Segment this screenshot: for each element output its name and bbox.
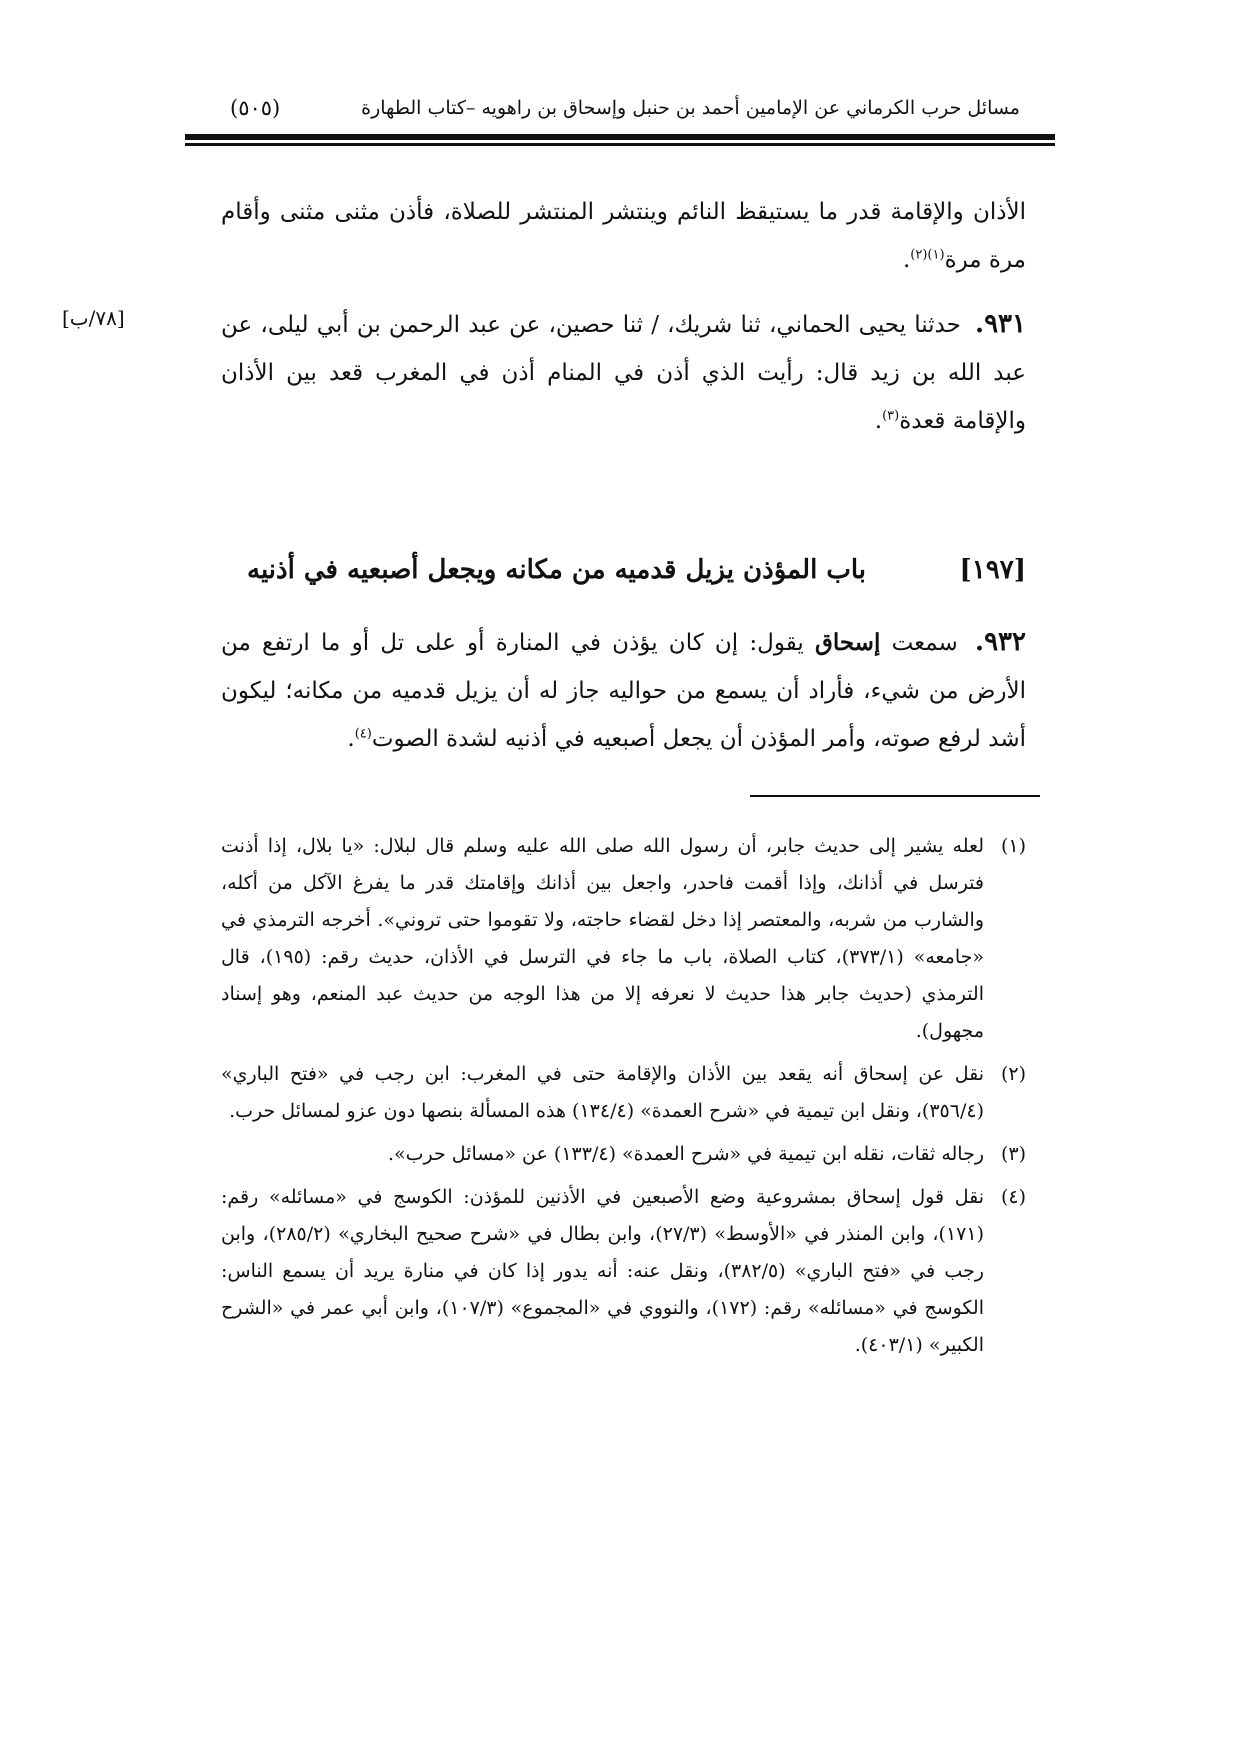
- hadith-931: [221, 300, 1026, 445]
- footnote-number: (٤): [1000, 1186, 1026, 1208]
- chapter-number: [١٩٧]: [959, 555, 1026, 585]
- hadith-text: يقول: إن كان يؤذن في المنارة أو على تل أو ما ارتفع من الأرض من شيء، فأراد أن يسمع من حواليه جاز له أن يزيل قدميه من مكانه؛ ليكون أشد لرفع صوته، وأمر المؤذن أن يجعل أصبعيه في أذنيه لشدة الصوت: [221, 630, 1026, 752]
- hadith-932: [221, 618, 1026, 763]
- footnote-number: (٣): [1000, 1143, 1026, 1165]
- paragraph-text: الأذان والإقامة قدر ما يستيقظ النائم وينتشر المنتشر للصلاة، فأذن مثنى مثنى وأقام مرة مرة: [221, 199, 1026, 273]
- header-rule-thin: [185, 143, 1055, 146]
- header-title: مسائل حرب الكرماني عن الإمامين أحمد بن حنبل وإسحاق بن راهويه –كتاب الطهارة: [361, 97, 1020, 119]
- footnotes-section: [221, 828, 1026, 1370]
- hadith-intro: سمعت: [891, 630, 958, 656]
- footnote-ref[interactable]: (١)(٢): [910, 247, 945, 263]
- paragraph-end: .: [902, 247, 911, 273]
- page-number: (٥٠٥): [230, 96, 281, 120]
- hadith-number: ٩٣١.: [975, 309, 1026, 339]
- footnote-text: نقل عن إسحاق أنه يقعد بين الأذان والإقامة حتى في المغرب: ابن رجب في «فتح الباري» (٣٥٦/٤)، ونقل ابن تيمية في «شرح العمدة» (١٣٤/٤) هذه المسألة بنصها دون عزو لمسائل حرب.: [221, 1063, 984, 1122]
- footnote-text: نقل قول إسحاق بمشروعية وضع الأصبعين في الأذنين للمؤذن: الكوسج في «مسائله» رقم: (١٧١)، وابن المنذر في «الأوسط» (٢٧/٣)، وابن بطال في «شرح صحيح البخاري» (٢٨٥/٢)، وابن رجب في «فتح الباري» (٣٨٢/٥)، ونقل عنه: أنه يدور إذا كان في منارة يريد أن يسمع الناس: الكوسج في «مسائله» رقم: (١٧٢)، والنووي في «المجموع» (١٠٧/٣)، وابن أبي عمر في «الشرح الكبير» (٤٠٣/١).: [221, 1186, 984, 1356]
- hadith-text: حدثنا يحيى الحماني، ثنا شريك، / ثنا حصين، عن عبد الرحمن بن أبي ليلى، عن عبد الله بن زيد قال: رأيت الذي أذن في المنام أذن في المغرب قعد بين الأذان والإقامة قعدة: [221, 312, 1026, 434]
- footnote-text: لعله يشير إلى حديث جابر، أن رسول الله صلى الله عليه وسلم قال لبلال: «يا بلال، إذا أذنت فترسل في أذانك، وإذا أقمت فاحدر، واجعل بين أذانك وإقامتك قدر ما يفرغ الآكل من أكله، والشارب من شربه، والمعتصر إذا دخل لقضاء حاجته، ولا تقوموا حتى تروني». أخرجه الترمذي في «جامعه» (٣٧٣/١)، كتاب الصلاة، باب ما جاء في الترسل في الأذان، حديث رقم: (١٩٥)، قال الترمذي (حديث جابر هذا حديث لا نعرفه إلا من هذا الوجه من حديث عبد المنعم، وهو إسناد مجهول).: [221, 835, 985, 1042]
- chapter-heading: [221, 555, 1026, 605]
- narrator-name: إسحاق: [814, 629, 881, 656]
- chapter-title: باب المؤذن يزيل قدميه من مكانه ويجعل أصبعيه في أذنيه: [247, 555, 866, 585]
- footnote-separator: [750, 795, 1040, 797]
- footnote-text: رجاله ثقات، نقله ابن تيمية في «شرح العمدة» (١٣٣/٤) عن «مسائل حرب».: [387, 1143, 984, 1165]
- header-rule-thick: [185, 134, 1055, 140]
- footnote-number: (٢): [1000, 1063, 1026, 1085]
- hadith-number: ٩٣٢.: [975, 627, 1026, 657]
- running-header: [230, 88, 1020, 128]
- paragraph-end: .: [874, 408, 883, 434]
- header-double-rule: [185, 134, 1055, 147]
- footnote-1: [221, 828, 1026, 1050]
- footnote-3: [221, 1136, 1026, 1173]
- footnote-ref[interactable]: (٣): [882, 408, 900, 424]
- footnote-4: [221, 1179, 1026, 1364]
- manuscript-folio-marker: [٧٨/ب]: [62, 306, 125, 330]
- paragraph-end: .: [347, 726, 355, 752]
- footnote-2: [221, 1056, 1026, 1130]
- footnote-ref[interactable]: (٤): [354, 726, 372, 742]
- footnote-number: (١): [1000, 835, 1026, 857]
- continuation-paragraph: [221, 188, 1026, 284]
